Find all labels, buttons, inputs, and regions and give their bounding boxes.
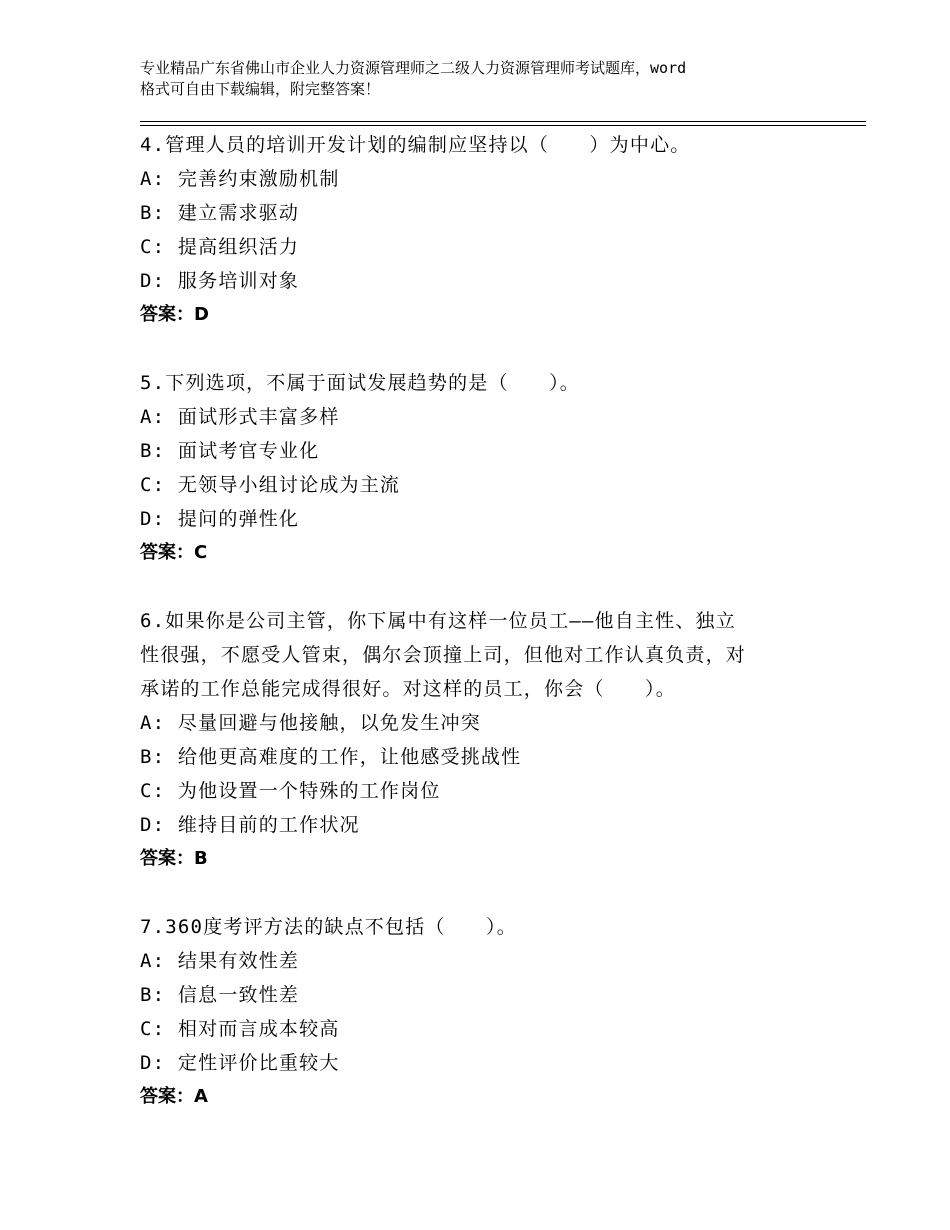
question-stem: 4.管理人员的培训开发计划的编制应坚持以（ ）为中心。: [140, 134, 691, 156]
option-b: B: 信息一致性差: [140, 984, 300, 1006]
question-list: [140, 128, 866, 1148]
answer-label: 答案：C: [140, 542, 208, 563]
question-5: [140, 366, 866, 570]
header-rule-top: [140, 121, 866, 122]
option-d: D: 服务培训对象: [140, 270, 300, 292]
option-b: B: 面试考官专业化: [140, 440, 320, 462]
option-c: C: 提高组织活力: [140, 236, 300, 258]
question-6: [140, 604, 866, 876]
option-a: A: 结果有效性差: [140, 950, 300, 972]
page-header: [140, 58, 840, 100]
option-c: C: 相对而言成本较高: [140, 1018, 340, 1040]
answer-label: 答案：A: [140, 1086, 208, 1107]
option-c: C: 为他设置一个特殊的工作岗位: [140, 780, 441, 802]
question-stem-line-1: 6.如果你是公司主管，你下属中有这样一位员工——他自主性、独立: [140, 610, 736, 632]
question-stem-line-3: 承诺的工作总能完成得很好。对这样的员工，你会（ ）。: [140, 678, 676, 700]
header-rule-bottom: [140, 125, 866, 126]
header-line-2: 格式可自由下载编辑，附完整答案！: [140, 80, 381, 98]
option-d: D: 维持目前的工作状况: [140, 814, 360, 836]
option-a: A: 完善约束激励机制: [140, 168, 340, 190]
answer-label: 答案：D: [140, 304, 209, 325]
question-stem: 7.360度考评方法的缺点不包括（ ）。: [140, 916, 517, 938]
question-4: [140, 128, 866, 332]
option-a: A: 尽量回避与他接触，以免发生冲突: [140, 712, 481, 734]
question-stem-line-2: 性很强，不愿受人管束，偶尔会顶撞上司，但他对工作认真负责，对: [140, 644, 747, 666]
answer-label: 答案：B: [140, 848, 208, 869]
option-d: D: 提问的弹性化: [140, 508, 300, 530]
option-a: A: 面试形式丰富多样: [140, 406, 340, 428]
header-line-1: 专业精品广东省佛山市企业人力资源管理师之二级人力资源管理师考试题库，word: [140, 59, 687, 77]
question-7: [140, 910, 866, 1114]
option-b: B: 建立需求驱动: [140, 202, 300, 224]
option-b: B: 给他更高难度的工作，让他感受挑战性: [140, 746, 522, 768]
question-stem: 5.下列选项，不属于面试发展趋势的是（ ）。: [140, 372, 580, 394]
option-d: D: 定性评价比重较大: [140, 1052, 340, 1074]
option-c: C: 无领导小组讨论成为主流: [140, 474, 401, 496]
